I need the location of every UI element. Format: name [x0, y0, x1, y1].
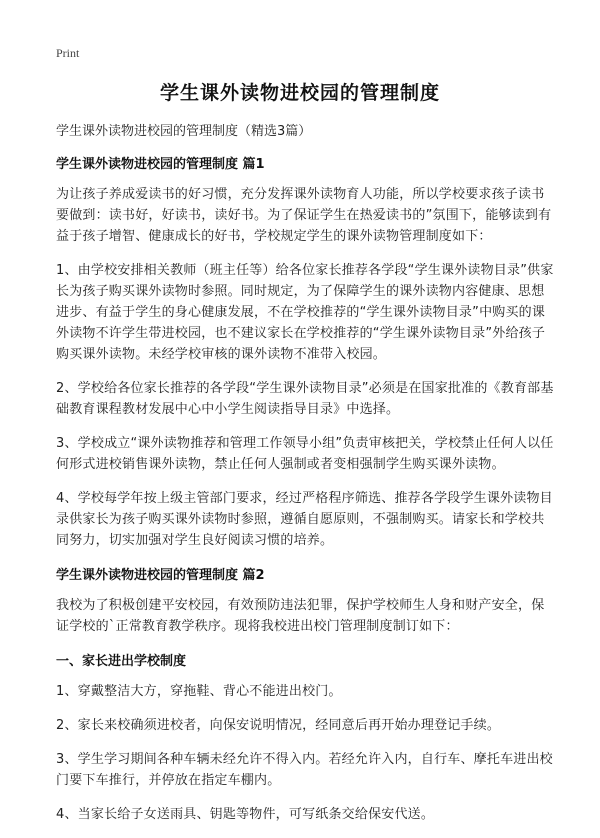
section2-item-3: 3、学生学习期间各种车辆未经允许不得入内。若经允许入内，自行车、摩托车进出校门要下车推行，并停放在指定车棚内。 — [56, 752, 553, 788]
section2-intro: 我校为了积极创建平安校园，有效预防违法犯罪，保护学校师生人身和财产安全，保证学校的`正常教育教学秩序。现将我校进出校门管理制度制订如下： — [56, 598, 545, 634]
section2-item-2: 2、家长来校确须进校者，向保安说明情况，经同意后再开始办理登记手续。 — [56, 718, 501, 733]
section1-item-4: 4、学校每学年按上级主管部门要求，经过严格程序筛选、推荐各学段学生课外读物目录供家长为孩子购买课外读物时参照，遵循自愿原则，不强制购买。请家长和学校共同努力，切实加强对学生良好阅读习惯的培养。 — [56, 491, 553, 548]
section2-item-4: 4、当家长给子女送雨具、钥匙等物件，可写纸条交给保安代送。 — [56, 807, 435, 822]
section1-heading: 学生课外读物进校园的管理制度 篇1 — [56, 157, 265, 172]
section1-item-1: 1、由学校安排相关教师（班主任等）给各位家长推荐各学段“学生课外读物目录”供家长为孩子购买课外读物时参照。同时规定，为了保障学生的课外读物内容健康、思想进步、有益于学生的身心健康发展，不在学校推荐的“学生课外读物目录”中购买的课外读物不许学生带进校园，也不建议家长在学校推荐的“学生课外读物目录”外给孩子购买课外读物。未经学校审核的课外读物不准带入校园。 — [56, 263, 554, 362]
document-subtitle: 学生课外读物进校园的管理制度（精选3篇） — [56, 124, 312, 139]
section2-heading: 学生课外读物进校园的管理制度 篇2 — [56, 568, 265, 583]
document-title: 学生课外读物进校园的管理制度 — [159, 82, 440, 104]
document-body — [56, 120, 556, 838]
section2-subheading: 一、家长进出学校制度 — [56, 654, 187, 669]
section2-item-1: 1、穿戴整洁大方，穿拖鞋、背心不能进出校门。 — [56, 684, 342, 699]
section1-item-3: 3、学校成立“课外读物推荐和管理工作领导小组”负责审核把关，学校禁止任何人以任何形式进校销售课外读物，禁止任何人强制或者变相强制学生购买课外读物。 — [56, 436, 554, 472]
section1-item-2: 2、学校给各位家长推荐的各学段“学生课外读物目录”必须是在国家批准的《教育部基础教育课程教材发展中心中小学生阅读指导目录》中选择。 — [56, 381, 554, 417]
section1-intro: 为让孩子养成爱读书的好习惯，充分发挥课外读物育人功能，所以学校要求孩子读书要做到：读书好，好读书，读好书。为了保证学生在热爱读书的”氛围下，能够读到有益于孩子增智、健康成长的好书，学校规定学生的课外读物管理制度如下： — [56, 187, 552, 244]
print-label[interactable]: Print — [56, 46, 80, 60]
